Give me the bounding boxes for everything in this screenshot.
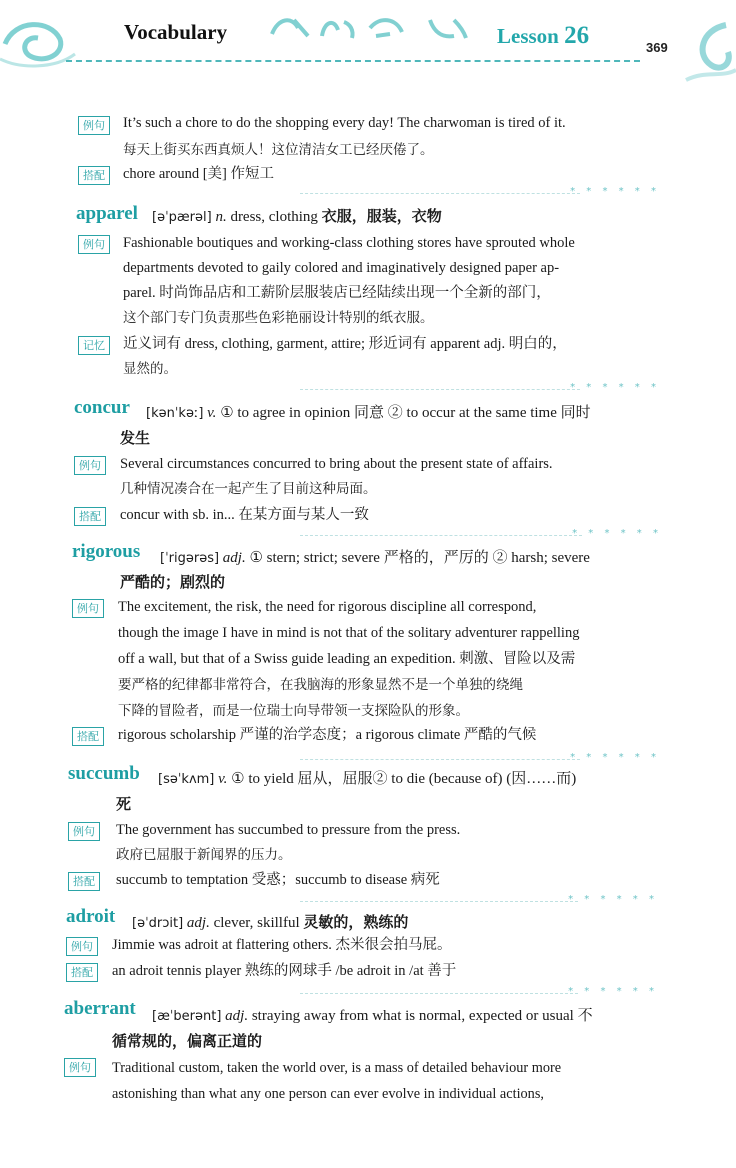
headword: aberrant: [64, 998, 136, 1019]
example-sentence: parel. 时尚饰品店和工薪阶层服装店已经陆续出现一个全新的部门，: [123, 285, 551, 301]
lesson-number: 26: [564, 22, 590, 49]
entry-separator: * * * * * *: [300, 752, 660, 766]
collocation-text: chore around [美] 作短工: [123, 166, 274, 182]
collocation-tag: 搭配: [74, 507, 106, 526]
definition-chinese: 灵敏的，熟练的: [303, 913, 409, 931]
header-divider: [66, 60, 640, 62]
pronunciation: [æˈberənt]: [152, 1009, 222, 1024]
collocation-tag: 搭配: [72, 727, 104, 746]
part-of-speech: v.: [218, 771, 228, 787]
example-translation: 下降的冒险者，而是一位瑞士向导带领一支探险队的形象。: [118, 703, 469, 719]
memory-note: 近义词有 dress, clothing, garment, attire; 形近词有 apparent adj. 明白的，: [123, 336, 567, 352]
leaf-ornament-icon: [366, 14, 412, 40]
example-translation: 政府已屈服于新闻界的压力。: [116, 847, 292, 863]
example-sentence: off a wall, but that of a Swiss guide leading an expedition. 刺激、冒险以及需: [118, 651, 576, 667]
example-sentence: astonishing than what any one person can ever evolve in individual actions,: [112, 1086, 544, 1102]
example-sentence: though the image I have in mind is not that of the solitary adventurer rappelling: [118, 625, 580, 641]
definition-chinese: 发生: [120, 429, 151, 447]
headword: apparel: [76, 203, 138, 224]
pronunciation: [əˈpærəl]: [152, 210, 212, 225]
collocation-text: an adroit tennis player 熟练的网球手 /be adroit in /at 善于: [112, 963, 457, 979]
pronunciation: [kənˈkəː]: [146, 406, 204, 421]
entry-separator: * * * * * *: [300, 894, 658, 908]
definition-chinese: 衣服，服装，衣物: [321, 207, 442, 225]
collocation-text: concur with sb. in... 在某方面与某人一致: [120, 507, 369, 523]
memory-tag: 记忆: [78, 336, 110, 355]
example-sentence: It’s such a chore to do the shopping every day! The charwoman is tired of it.: [123, 115, 566, 131]
entry-separator: * * * * * *: [300, 186, 660, 200]
swirl-ornament-icon: [666, 20, 736, 86]
example-tag: 例句: [68, 822, 100, 841]
section-title: Vocabulary: [124, 20, 228, 44]
example-translation: 几种情况凑合在一起产生了目前这种局面。: [120, 481, 377, 497]
example-sentence: departments devoted to gaily colored and imaginatively designed paper ap-: [123, 260, 560, 276]
entry-separator: * * * * * *: [300, 382, 660, 396]
leaf-ornament-icon: [316, 14, 362, 40]
memory-note: 显然的。: [123, 361, 177, 377]
pronunciation: [əˈdrɔit]: [132, 916, 184, 931]
definition: [ˈrigərəs] adj. ① stern; strict; severe 严格的，严厉的 ② harsh; severe: [160, 550, 590, 566]
collocation-tag: 搭配: [78, 166, 110, 185]
example-tag: 例句: [66, 937, 98, 956]
definition: [kənˈkəː] v. ① to agree in opinion 同意 ② to occur at the same time 同时: [146, 405, 591, 421]
example-tag: 例句: [74, 456, 106, 475]
pronunciation: [səˈkʌm]: [158, 772, 215, 787]
pronunciation: [ˈrigərəs]: [160, 551, 220, 566]
definition-chinese: 死: [116, 795, 132, 813]
example-sentence: Several circumstances concurred to bring about the present state of affairs.: [120, 456, 553, 472]
example-translation: 这个部门专门负责那些色彩艳丽设计特别的纸衣服。: [123, 310, 434, 326]
collocation-tag: 搭配: [68, 872, 100, 891]
swirl-ornament-icon: [0, 14, 80, 74]
example-translation: 每天上街买东西真烦人！这位清洁女工已经厌倦了。: [123, 142, 434, 158]
lesson-label: Lesson 26: [497, 22, 590, 49]
example-translation: 要严格的纪律都非常符合，在我脑海的形象显然不是一个单独的绕绳: [118, 677, 523, 693]
example-sentence: Fashionable boutiques and working-class clothing stores have sprouted whole: [123, 235, 575, 251]
definition: [əˈpærəl] n. dress, clothing 衣服，服装，衣物: [152, 207, 442, 225]
entry-separator: * * * * * *: [300, 986, 658, 1000]
leaf-ornament-icon: [268, 14, 314, 40]
part-of-speech: adj.: [222, 550, 246, 566]
example-tag: 例句: [78, 235, 110, 254]
headword: rigorous: [72, 541, 141, 562]
example-sentence: Traditional custom, taken the world over, is a mass of detailed behaviour more: [112, 1060, 562, 1076]
example-sentence: Jimmie was adroit at flattering others. 杰米很会拍马屁。: [112, 937, 452, 953]
definition: [æˈberənt] adj. straying away from what is normal, expected or usual 不: [152, 1008, 593, 1024]
part-of-speech: n.: [215, 209, 227, 225]
leaf-ornament-icon: [424, 14, 470, 40]
example-tag: 例句: [78, 116, 110, 135]
headword: adroit: [66, 906, 116, 927]
collocation-text: rigorous scholarship 严谨的治学态度；a rigorous climate 严酷的气候: [118, 727, 537, 743]
example-sentence: The government has succumbed to pressure from the press.: [116, 822, 461, 838]
example-tag: 例句: [64, 1058, 96, 1077]
page-header: [0, 0, 736, 70]
definition: [əˈdrɔit] adj. clever, skillful 灵敏的，熟练的: [132, 913, 409, 931]
part-of-speech: adj.: [225, 1008, 249, 1024]
definition: [səˈkʌm] v. ① to yield 屈从，屈服② to die (because of) (因……而): [158, 771, 577, 787]
definition-chinese: 严酷的；剧烈的: [120, 573, 226, 591]
part-of-speech: v.: [207, 405, 217, 421]
entry-separator: * * * * * *: [300, 528, 662, 542]
definition-chinese: 循常规的，偏离正道的: [112, 1032, 263, 1050]
headword: succumb: [68, 763, 140, 784]
collocation-tag: 搭配: [66, 963, 98, 982]
collocation-text: succumb to temptation 受惑；succumb to disease 病死: [116, 872, 440, 888]
example-sentence: The excitement, the risk, the need for rigorous discipline all correspond,: [118, 599, 537, 615]
page-number: 369: [646, 40, 668, 55]
example-tag: 例句: [72, 599, 104, 618]
part-of-speech: adj.: [186, 915, 210, 931]
headword: concur: [74, 397, 130, 418]
